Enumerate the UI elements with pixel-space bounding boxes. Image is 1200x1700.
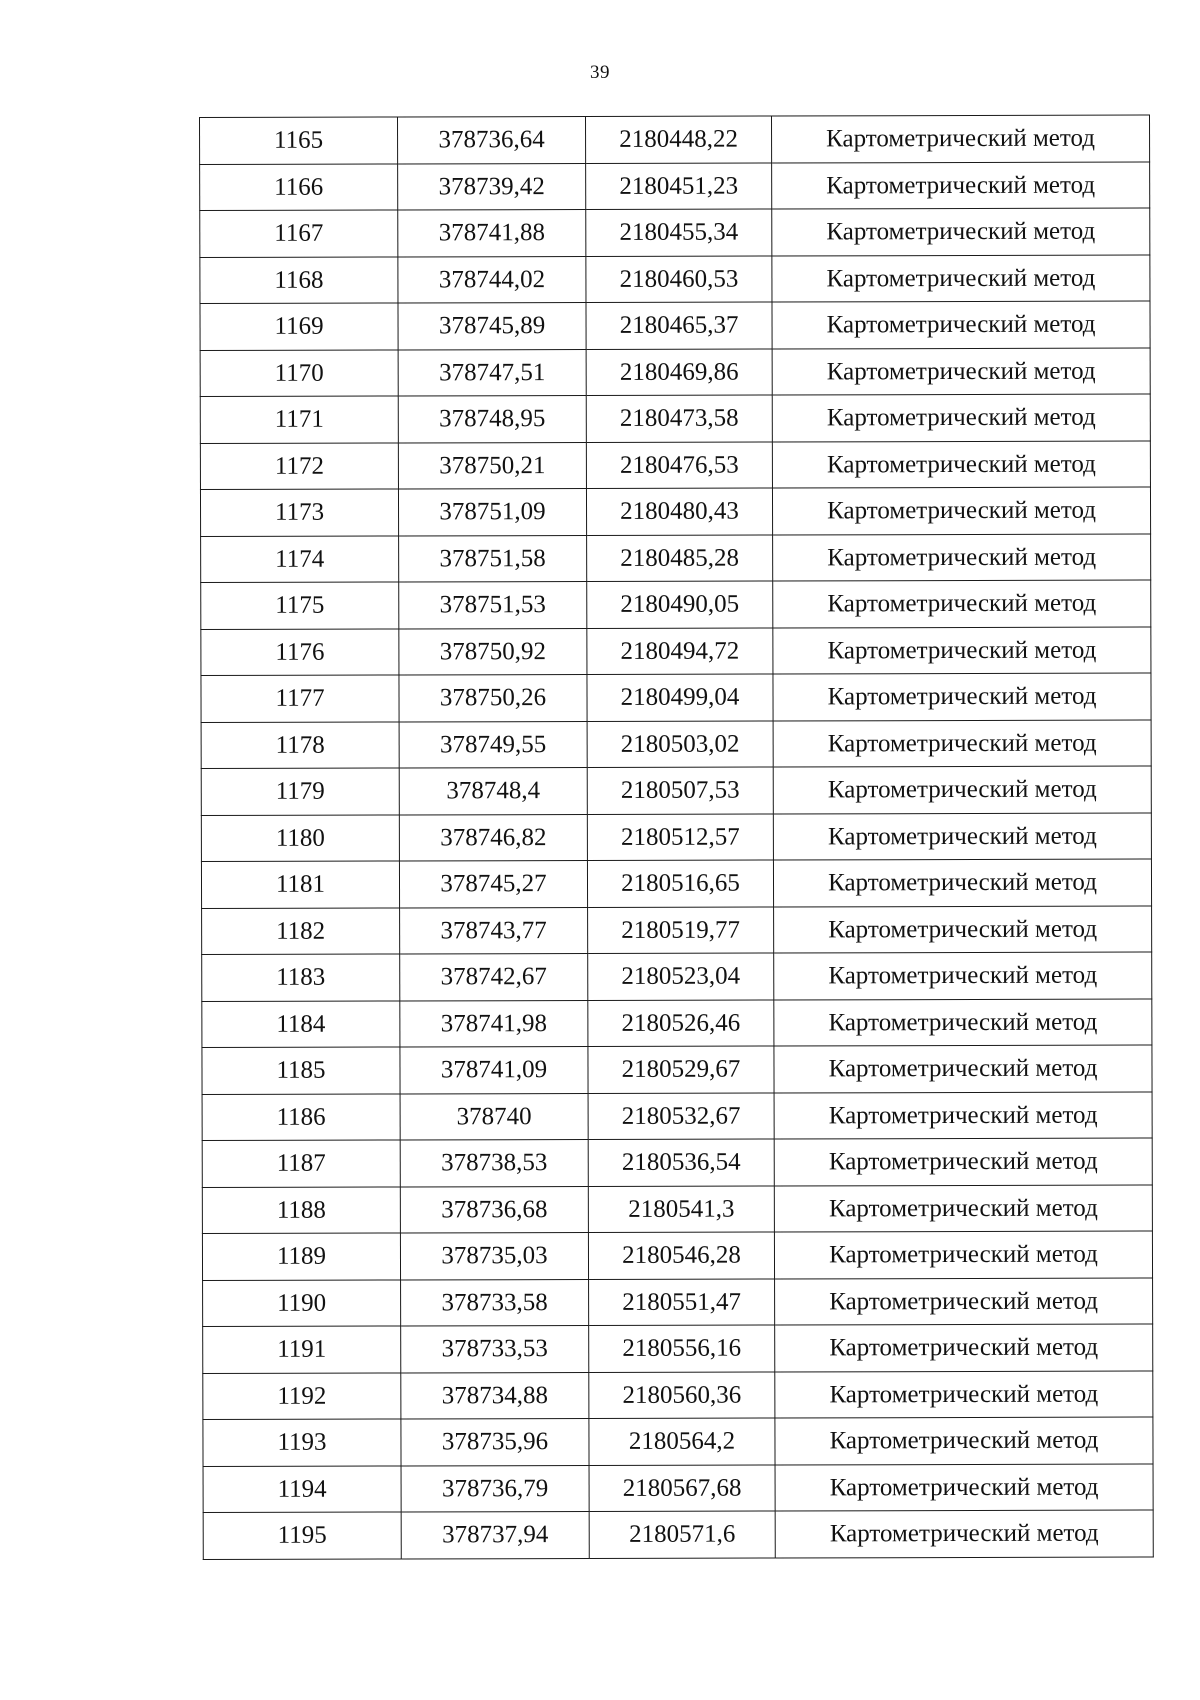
x-coordinate-cell: 378748,95 xyxy=(398,395,586,442)
point-number-cell: 1176 xyxy=(201,628,399,675)
point-number-cell: 1187 xyxy=(202,1140,400,1187)
method-cell: Картометрический метод xyxy=(772,255,1150,302)
table-row xyxy=(202,952,1152,1001)
x-coordinate-cell: 378751,09 xyxy=(398,488,586,535)
point-number-cell: 1172 xyxy=(200,442,398,489)
y-coordinate-cell: 2180490,05 xyxy=(587,581,773,628)
x-coordinate-cell: 378751,53 xyxy=(399,581,587,628)
table-row xyxy=(202,1045,1152,1094)
point-number-cell: 1190 xyxy=(203,1279,401,1326)
y-coordinate-cell: 2180460,53 xyxy=(586,256,772,303)
method-cell: Картометрический метод xyxy=(774,1138,1152,1185)
table-row xyxy=(201,720,1151,769)
x-coordinate-cell: 378738,53 xyxy=(400,1139,588,1186)
x-coordinate-cell: 378745,27 xyxy=(399,860,587,907)
y-coordinate-cell: 2180469,86 xyxy=(586,349,772,396)
table-row xyxy=(200,348,1150,397)
x-coordinate-cell: 378746,82 xyxy=(399,814,587,861)
x-coordinate-cell: 378749,55 xyxy=(399,721,587,768)
y-coordinate-cell: 2180546,28 xyxy=(588,1232,774,1279)
x-coordinate-cell: 378741,98 xyxy=(400,1000,588,1047)
y-coordinate-cell: 2180551,47 xyxy=(589,1278,775,1325)
x-coordinate-cell: 378751,58 xyxy=(399,535,587,582)
point-number-cell: 1165 xyxy=(200,117,398,164)
table-row xyxy=(202,1092,1152,1141)
table-row xyxy=(200,162,1150,211)
table-row xyxy=(202,1231,1152,1280)
x-coordinate-cell: 378734,88 xyxy=(401,1372,589,1419)
method-cell: Картометрический метод xyxy=(773,580,1151,627)
table-row xyxy=(201,534,1151,583)
table-row xyxy=(201,580,1151,629)
method-cell: Картометрический метод xyxy=(772,487,1150,534)
method-cell: Картометрический метод xyxy=(775,1417,1153,1464)
y-coordinate-cell: 2180465,37 xyxy=(586,302,772,349)
y-coordinate-cell: 2180560,36 xyxy=(589,1371,775,1418)
y-coordinate-cell: 2180494,72 xyxy=(587,627,773,674)
x-coordinate-cell: 378740 xyxy=(400,1093,588,1140)
table-row xyxy=(202,999,1152,1048)
point-number-cell: 1178 xyxy=(201,721,399,768)
method-cell: Картометрический метод xyxy=(775,1324,1153,1371)
method-cell: Картометрический метод xyxy=(774,1045,1152,1092)
method-cell: Картометрический метод xyxy=(774,1231,1152,1278)
table-row xyxy=(200,487,1150,536)
x-coordinate-cell: 378741,09 xyxy=(400,1046,588,1093)
method-cell: Картометрический метод xyxy=(773,534,1151,581)
table-row xyxy=(201,813,1151,862)
method-cell: Картометрический метод xyxy=(772,162,1150,209)
y-coordinate-cell: 2180541,3 xyxy=(588,1185,774,1232)
x-coordinate-cell: 378743,77 xyxy=(400,907,588,954)
method-cell: Картометрический метод xyxy=(775,1464,1153,1511)
table-row xyxy=(203,1278,1153,1327)
method-cell: Картометрический метод xyxy=(774,999,1152,1046)
table-row xyxy=(201,627,1151,676)
method-cell: Картометрический метод xyxy=(772,301,1150,348)
point-number-cell: 1182 xyxy=(202,907,400,954)
x-coordinate-cell: 378735,96 xyxy=(401,1418,589,1465)
x-coordinate-cell: 378750,21 xyxy=(398,442,586,489)
point-number-cell: 1175 xyxy=(201,582,399,629)
point-number-cell: 1191 xyxy=(203,1326,401,1373)
y-coordinate-cell: 2180532,67 xyxy=(588,1092,774,1139)
x-coordinate-cell: 378742,67 xyxy=(400,953,588,1000)
x-coordinate-cell: 378736,64 xyxy=(398,116,586,163)
y-coordinate-cell: 2180519,77 xyxy=(588,906,774,953)
x-coordinate-cell: 378741,88 xyxy=(398,209,586,256)
x-coordinate-cell: 378750,26 xyxy=(399,674,587,721)
method-cell: Картометрический метод xyxy=(772,348,1150,395)
method-cell: Картометрический метод xyxy=(772,394,1150,441)
point-number-cell: 1177 xyxy=(201,675,399,722)
x-coordinate-cell: 378747,51 xyxy=(398,349,586,396)
point-number-cell: 1171 xyxy=(200,396,398,443)
method-cell: Картометрический метод xyxy=(772,208,1150,255)
y-coordinate-cell: 2180503,02 xyxy=(587,720,773,767)
y-coordinate-cell: 2180448,22 xyxy=(586,116,772,163)
method-cell: Картометрический метод xyxy=(773,859,1151,906)
coordinates-table-body xyxy=(200,115,1154,1559)
table-row xyxy=(200,115,1150,164)
point-number-cell: 1168 xyxy=(200,256,398,303)
x-coordinate-cell: 378733,53 xyxy=(401,1325,589,1372)
table-row xyxy=(203,1324,1153,1373)
table-row xyxy=(202,906,1152,955)
y-coordinate-cell: 2180476,53 xyxy=(586,442,772,489)
point-number-cell: 1167 xyxy=(200,210,398,257)
table-row xyxy=(201,859,1151,908)
point-number-cell: 1193 xyxy=(203,1419,401,1466)
table-row xyxy=(203,1417,1153,1466)
table-row xyxy=(200,208,1150,257)
y-coordinate-cell: 2180455,34 xyxy=(586,209,772,256)
point-number-cell: 1194 xyxy=(203,1465,401,1512)
y-coordinate-cell: 2180536,54 xyxy=(588,1139,774,1186)
point-number-cell: 1179 xyxy=(201,768,399,815)
point-number-cell: 1186 xyxy=(202,1093,400,1140)
method-cell: Картометрический метод xyxy=(773,627,1151,674)
point-number-cell: 1192 xyxy=(203,1372,401,1419)
point-number-cell: 1183 xyxy=(202,954,400,1001)
table-row xyxy=(203,1464,1153,1513)
coordinates-table xyxy=(199,115,1154,1560)
point-number-cell: 1195 xyxy=(203,1512,401,1559)
x-coordinate-cell: 378739,42 xyxy=(398,163,586,210)
y-coordinate-cell: 2180473,58 xyxy=(586,395,772,442)
method-cell: Картометрический метод xyxy=(774,952,1152,999)
y-coordinate-cell: 2180516,65 xyxy=(587,860,773,907)
y-coordinate-cell: 2180480,43 xyxy=(586,488,772,535)
point-number-cell: 1184 xyxy=(202,1000,400,1047)
table-row xyxy=(200,301,1150,350)
y-coordinate-cell: 2180507,53 xyxy=(587,767,773,814)
method-cell: Картометрический метод xyxy=(773,766,1151,813)
method-cell: Картометрический метод xyxy=(775,1371,1153,1418)
table-row xyxy=(202,1185,1152,1234)
table-row xyxy=(201,766,1151,815)
table-row xyxy=(201,673,1151,722)
table-row xyxy=(200,394,1150,443)
x-coordinate-cell: 378735,03 xyxy=(400,1232,588,1279)
method-cell: Картометрический метод xyxy=(774,1185,1152,1232)
table-row xyxy=(200,255,1150,304)
point-number-cell: 1170 xyxy=(200,349,398,396)
x-coordinate-cell: 378748,4 xyxy=(399,767,587,814)
table-row xyxy=(202,1138,1152,1187)
point-number-cell: 1173 xyxy=(200,489,398,536)
x-coordinate-cell: 378745,89 xyxy=(398,302,586,349)
method-cell: Картометрический метод xyxy=(775,1510,1153,1557)
point-number-cell: 1189 xyxy=(202,1233,400,1280)
y-coordinate-cell: 2180526,46 xyxy=(588,999,774,1046)
method-cell: Картометрический метод xyxy=(774,906,1152,953)
method-cell: Картометрический метод xyxy=(773,813,1151,860)
method-cell: Картометрический метод xyxy=(771,115,1149,162)
y-coordinate-cell: 2180529,67 xyxy=(588,1046,774,1093)
x-coordinate-cell: 378744,02 xyxy=(398,256,586,303)
page-number: 39 xyxy=(590,62,610,83)
x-coordinate-cell: 378736,79 xyxy=(401,1465,589,1512)
x-coordinate-cell: 378733,58 xyxy=(401,1279,589,1326)
point-number-cell: 1181 xyxy=(201,861,399,908)
y-coordinate-cell: 2180451,23 xyxy=(586,163,772,210)
point-number-cell: 1169 xyxy=(200,303,398,350)
method-cell: Картометрический метод xyxy=(775,1278,1153,1325)
y-coordinate-cell: 2180567,68 xyxy=(589,1464,775,1511)
y-coordinate-cell: 2180571,6 xyxy=(589,1511,775,1558)
method-cell: Картометрический метод xyxy=(772,441,1150,488)
point-number-cell: 1188 xyxy=(202,1186,400,1233)
y-coordinate-cell: 2180523,04 xyxy=(588,953,774,1000)
table-row xyxy=(203,1371,1153,1420)
table-row xyxy=(203,1510,1153,1559)
method-cell: Картометрический метод xyxy=(774,1092,1152,1139)
y-coordinate-cell: 2180512,57 xyxy=(587,813,773,860)
x-coordinate-cell: 378737,94 xyxy=(401,1511,589,1558)
x-coordinate-cell: 378750,92 xyxy=(399,628,587,675)
y-coordinate-cell: 2180564,2 xyxy=(589,1418,775,1465)
table-row xyxy=(200,441,1150,490)
x-coordinate-cell: 378736,68 xyxy=(400,1186,588,1233)
point-number-cell: 1174 xyxy=(201,535,399,582)
point-number-cell: 1185 xyxy=(202,1047,400,1094)
method-cell: Картометрический метод xyxy=(773,720,1151,767)
method-cell: Картометрический метод xyxy=(773,673,1151,720)
point-number-cell: 1166 xyxy=(200,163,398,210)
point-number-cell: 1180 xyxy=(201,814,399,861)
y-coordinate-cell: 2180499,04 xyxy=(587,674,773,721)
y-coordinate-cell: 2180556,16 xyxy=(589,1325,775,1372)
y-coordinate-cell: 2180485,28 xyxy=(587,534,773,581)
